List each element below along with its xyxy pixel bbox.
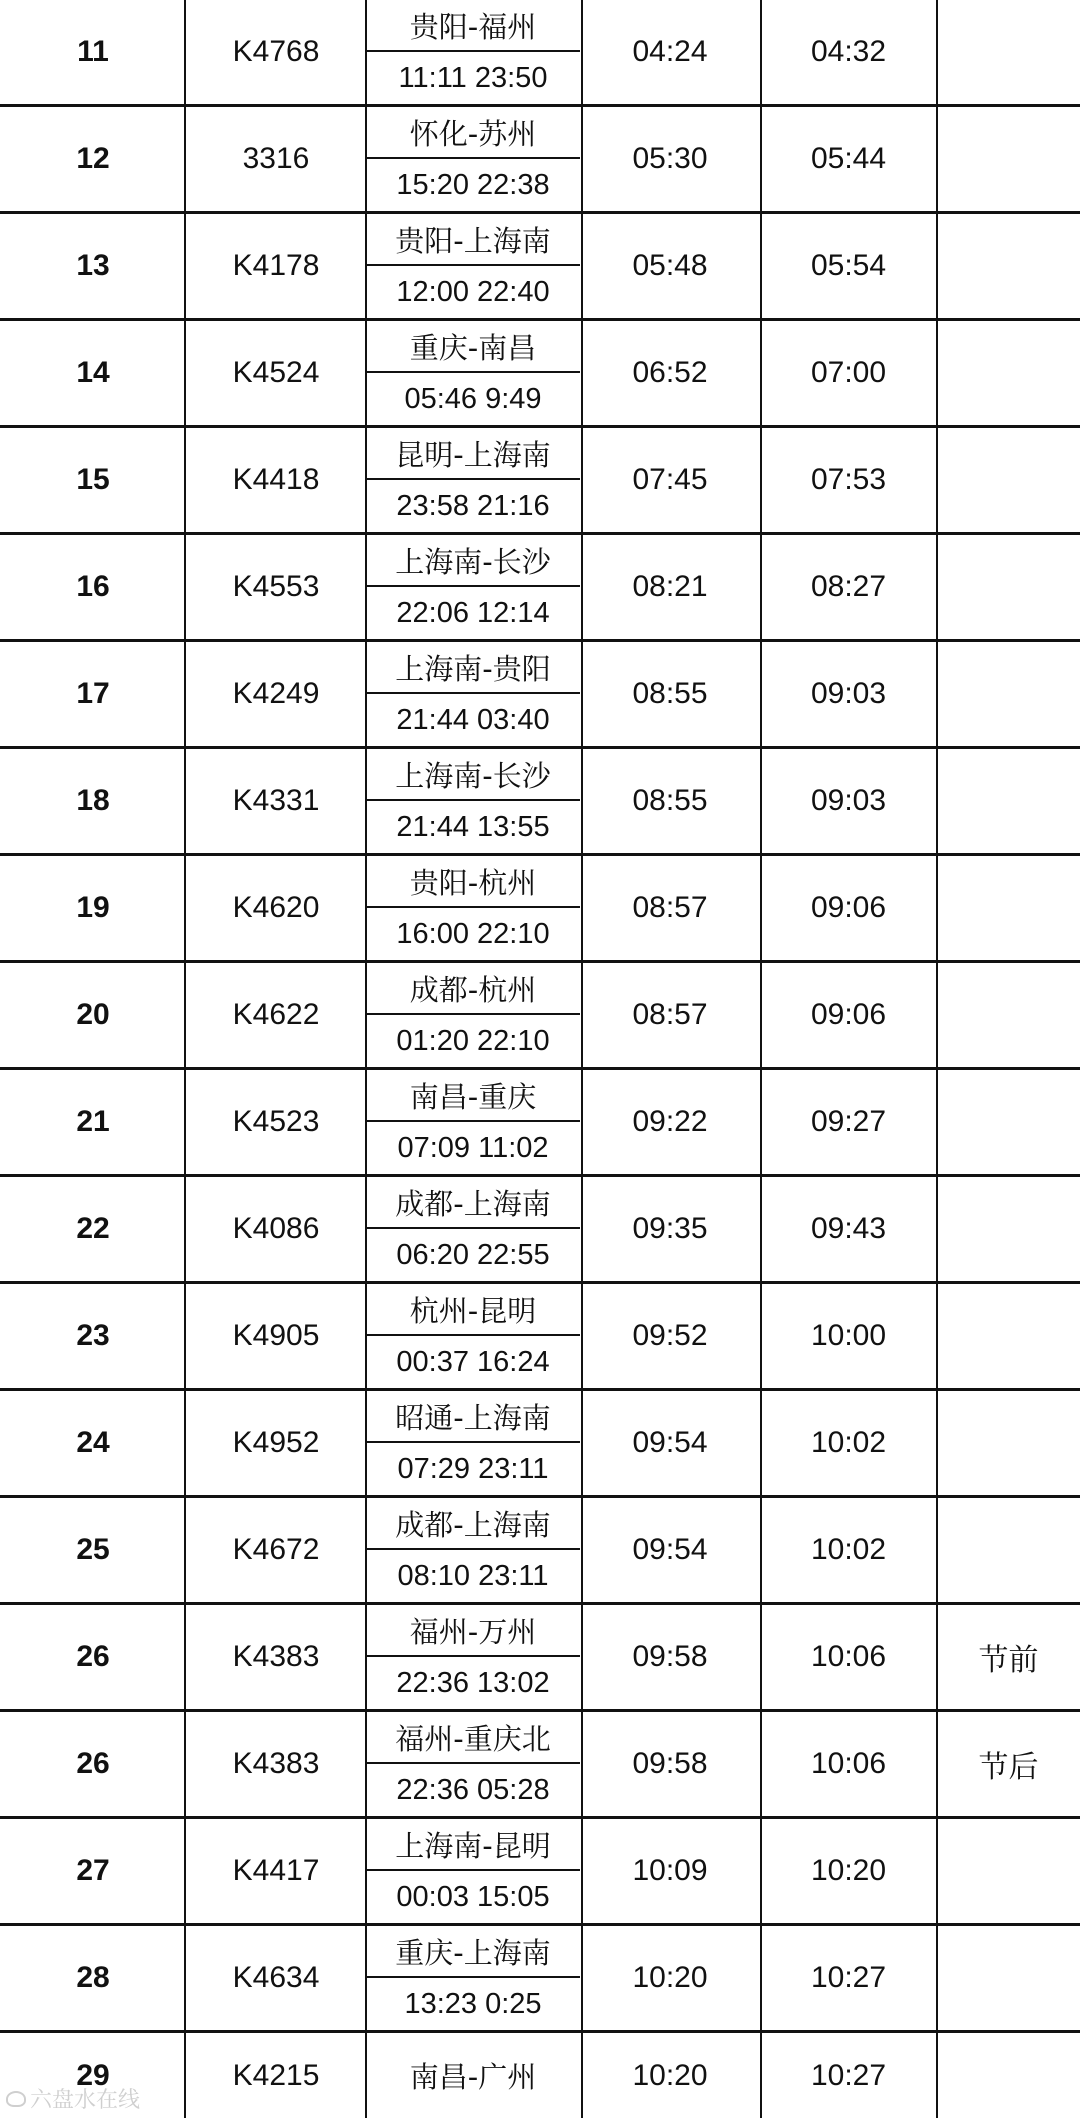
route-times: 00:37 16:24	[396, 1345, 550, 1378]
arrival-time: 05:30	[632, 142, 708, 175]
row-number: 26	[76, 1640, 110, 1673]
row-number: 20	[76, 998, 110, 1031]
route-stations: 上海南-贵阳	[366, 642, 580, 694]
arrival-time: 05:48	[632, 249, 708, 282]
table-row	[0, 0, 1080, 107]
route-cell	[366, 535, 580, 639]
route-times: 01:20 22:10	[396, 1024, 550, 1057]
route-cell	[366, 1391, 580, 1495]
remark	[937, 321, 1080, 425]
route-times: 06:20 22:55	[396, 1238, 550, 1271]
route-times: 12:00 22:40	[396, 275, 550, 308]
table-row	[0, 1712, 1080, 1819]
arrival-time: 08:57	[632, 998, 708, 1031]
route-cell	[366, 0, 580, 104]
departure-time: 09:06	[810, 891, 887, 924]
train-number: K4634	[232, 1961, 320, 1994]
table-row	[0, 1926, 1080, 2033]
route-cell	[366, 856, 580, 960]
weibo-logo-icon	[6, 2091, 26, 2107]
train-number: K4417	[232, 1854, 320, 1887]
departure-time: 09:43	[810, 1212, 887, 1245]
route-cell	[366, 1819, 580, 1923]
remark	[937, 1070, 1080, 1174]
route-stations: 南昌-广州	[409, 2060, 537, 2094]
departure-time: 08:27	[810, 570, 887, 603]
remark: 节后	[978, 1750, 1039, 1785]
departure-time: 10:02	[810, 1533, 887, 1566]
remark	[937, 2033, 1080, 2118]
train-number: K4905	[232, 1319, 320, 1352]
route-stations: 成都-杭州	[366, 963, 580, 1015]
route-stations: 昆明-上海南	[366, 428, 580, 480]
remark	[937, 428, 1080, 532]
remark	[937, 1284, 1080, 1388]
departure-time: 10:02	[810, 1426, 887, 1459]
train-number: K4622	[232, 998, 320, 1031]
remark	[937, 1391, 1080, 1495]
remark	[937, 214, 1080, 318]
remark: 节前	[978, 1643, 1039, 1678]
route-cell	[366, 321, 580, 425]
arrival-time: 07:45	[632, 463, 708, 496]
arrival-time: 10:20	[632, 2058, 708, 2092]
train-number: 3316	[242, 142, 310, 175]
route-cell	[366, 1498, 580, 1602]
train-number: K4768	[232, 35, 320, 68]
table-row	[0, 214, 1080, 321]
table-row	[0, 1605, 1080, 1712]
departure-time: 07:53	[810, 463, 887, 496]
route-stations: 上海南-长沙	[366, 749, 580, 801]
route-stations: 上海南-长沙	[366, 535, 580, 587]
route-times: 00:03 15:05	[396, 1880, 550, 1913]
arrival-time: 06:52	[632, 356, 708, 389]
route-times: 22:36 05:28	[396, 1773, 550, 1806]
route-cell	[366, 642, 580, 746]
arrival-time: 09:54	[632, 1533, 708, 1566]
arrival-time: 09:35	[632, 1212, 708, 1245]
departure-time: 04:32	[810, 35, 887, 68]
row-number: 12	[76, 142, 110, 175]
arrival-time: 08:55	[632, 784, 708, 817]
row-number: 29	[76, 2058, 110, 2092]
table-row	[0, 856, 1080, 963]
arrival-time: 09:22	[632, 1105, 708, 1138]
remark	[937, 963, 1080, 1067]
table-row	[0, 1819, 1080, 1926]
route-cell	[366, 1926, 580, 2030]
watermark-text: 六盘水在线	[30, 2088, 141, 2113]
departure-time: 05:54	[810, 249, 887, 282]
route-times: 05:46 9:49	[404, 382, 542, 415]
train-number: K4524	[232, 356, 320, 389]
departure-time: 10:27	[810, 2058, 887, 2092]
table-row	[0, 428, 1080, 535]
route-times: 15:20 22:38	[396, 168, 550, 201]
route-cell	[366, 107, 580, 211]
column-divider	[936, 0, 938, 2118]
departure-time: 07:00	[810, 356, 887, 389]
route-times: 07:09 11:02	[397, 1131, 549, 1164]
row-number: 17	[76, 677, 110, 710]
row-number: 11	[77, 35, 109, 68]
train-number: K4418	[232, 463, 320, 496]
route-stations: 杭州-昆明	[366, 1284, 580, 1336]
table-row	[0, 963, 1080, 1070]
arrival-time: 09:58	[632, 1747, 708, 1780]
column-divider	[184, 0, 186, 2118]
table-row	[0, 1284, 1080, 1391]
route-stations: 成都-上海南	[366, 1498, 580, 1550]
train-number: K4178	[232, 249, 320, 282]
departure-time: 10:00	[810, 1319, 887, 1352]
route-times: 22:36 13:02	[396, 1666, 550, 1699]
train-number: K4553	[232, 570, 320, 603]
row-number: 13	[76, 249, 110, 282]
train-number: K4331	[232, 784, 320, 817]
route-times: 07:29 23:11	[397, 1452, 549, 1485]
route-cell	[366, 963, 580, 1067]
row-number: 24	[76, 1426, 110, 1459]
departure-time: 09:27	[810, 1105, 887, 1138]
route-times: 21:44 13:55	[396, 810, 550, 843]
train-number: K4672	[232, 1533, 320, 1566]
train-number: K4383	[232, 1640, 320, 1673]
remark	[937, 749, 1080, 853]
table-row	[0, 642, 1080, 749]
route-stations: 南昌-重庆	[366, 1070, 580, 1122]
departure-time: 10:06	[810, 1747, 887, 1780]
row-number: 28	[76, 1961, 110, 1994]
route-stations: 福州-万州	[366, 1605, 580, 1657]
route-times: 22:06 12:14	[396, 596, 550, 629]
arrival-time: 08:55	[632, 677, 708, 710]
route-stations: 贵阳-福州	[366, 0, 580, 52]
route-cell	[366, 214, 580, 318]
table-row	[0, 1391, 1080, 1498]
remark	[937, 1177, 1080, 1281]
departure-time: 09:06	[810, 998, 887, 1031]
route-stations: 怀化-苏州	[366, 107, 580, 159]
row-number: 21	[76, 1105, 110, 1138]
arrival-time: 08:21	[632, 570, 708, 603]
row-number: 18	[76, 784, 110, 817]
route-times: 16:00 22:10	[396, 917, 550, 950]
table-row	[0, 2033, 1080, 2118]
route-times: 23:58 21:16	[396, 489, 550, 522]
arrival-time: 04:24	[632, 35, 708, 68]
table-row	[0, 1498, 1080, 1605]
row-number: 22	[76, 1212, 110, 1245]
route-stations: 重庆-南昌	[366, 321, 580, 373]
departure-time: 05:44	[810, 142, 887, 175]
table-row	[0, 107, 1080, 214]
route-cell	[366, 1712, 580, 1816]
train-number: K4952	[232, 1426, 320, 1459]
arrival-time: 10:09	[632, 1854, 708, 1887]
route-cell	[366, 428, 580, 532]
watermark	[6, 2083, 140, 2114]
remark	[937, 1819, 1080, 1923]
remark	[937, 856, 1080, 960]
route-stations: 成都-上海南	[366, 1177, 580, 1229]
remark	[937, 1926, 1080, 2030]
route-stations: 昭通-上海南	[366, 1391, 580, 1443]
arrival-time: 08:57	[632, 891, 708, 924]
train-number: K4215	[232, 2058, 320, 2092]
departure-time: 09:03	[810, 677, 887, 710]
row-number: 19	[76, 891, 110, 924]
train-number: K4523	[232, 1105, 320, 1138]
route-cell	[366, 1605, 580, 1709]
row-number: 23	[76, 1319, 110, 1352]
route-stations: 上海南-昆明	[366, 1819, 580, 1871]
remark	[937, 535, 1080, 639]
departure-time: 10:20	[810, 1854, 887, 1887]
route-stations: 重庆-上海南	[366, 1926, 580, 1978]
remark	[937, 107, 1080, 211]
row-number: 15	[76, 463, 110, 496]
remark	[937, 0, 1080, 104]
route-stations: 贵阳-杭州	[366, 856, 580, 908]
table-row	[0, 749, 1080, 856]
route-times: 21:44 03:40	[396, 703, 550, 736]
route-stations: 贵阳-上海南	[366, 214, 580, 266]
route-times: 08:10 23:11	[397, 1559, 549, 1592]
row-number: 16	[76, 570, 110, 603]
train-number: K4249	[232, 677, 320, 710]
table-row	[0, 1070, 1080, 1177]
arrival-time: 10:20	[632, 1961, 708, 1994]
departure-time: 10:06	[810, 1640, 887, 1673]
remark	[937, 1498, 1080, 1602]
route-cell	[366, 2033, 580, 2118]
column-divider	[581, 0, 583, 2118]
table-row	[0, 321, 1080, 428]
route-cell	[366, 1177, 580, 1281]
route-stations: 福州-重庆北	[366, 1712, 580, 1764]
remark	[937, 642, 1080, 746]
departure-time: 10:27	[810, 1961, 887, 1994]
table-row	[0, 535, 1080, 642]
arrival-time: 09:52	[632, 1319, 708, 1352]
departure-time: 09:03	[810, 784, 887, 817]
route-cell	[366, 1070, 580, 1174]
route-cell	[366, 749, 580, 853]
train-number: K4383	[232, 1747, 320, 1780]
row-number: 25	[76, 1533, 110, 1566]
row-number: 14	[76, 356, 110, 389]
train-number: K4620	[232, 891, 320, 924]
route-times: 11:11 23:50	[398, 61, 548, 94]
row-number: 27	[76, 1854, 110, 1887]
arrival-time: 09:58	[632, 1640, 708, 1673]
table-row	[0, 1177, 1080, 1284]
column-divider	[365, 0, 367, 2118]
arrival-time: 09:54	[632, 1426, 708, 1459]
route-cell	[366, 1284, 580, 1388]
column-divider	[760, 0, 762, 2118]
train-number: K4086	[232, 1212, 320, 1245]
row-number: 26	[76, 1747, 110, 1780]
route-times: 13:23 0:25	[404, 1987, 542, 2020]
